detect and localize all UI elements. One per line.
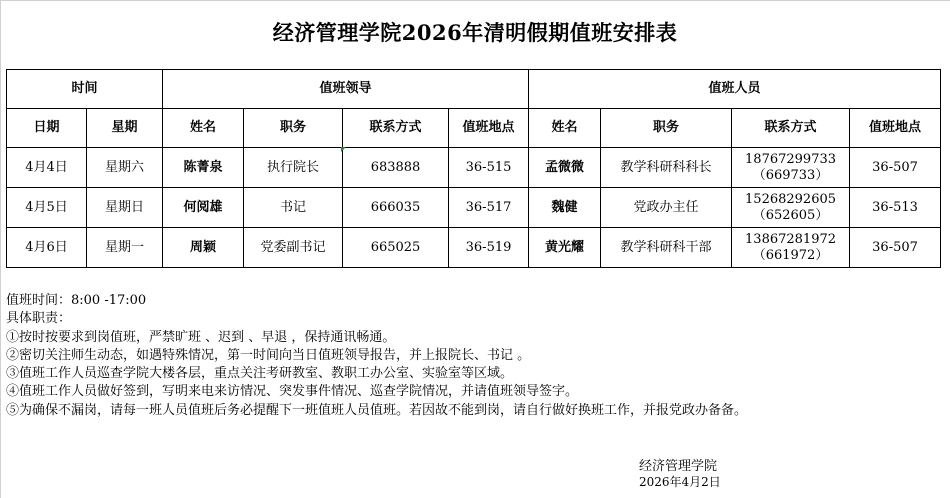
staff-phone-short: （661972）	[752, 247, 829, 263]
cell-leader-name: 周颖	[163, 228, 244, 268]
cell-staff-name: 黄光耀	[529, 228, 601, 268]
header-time: 时间	[7, 70, 163, 109]
col-leader-title: 职务	[244, 109, 343, 148]
page-left-rule	[0, 0, 1, 498]
cell-staff-title: 教学科研科科长	[601, 148, 732, 188]
staff-phone-short: （652605）	[752, 207, 829, 223]
staff-phone-short: （669733）	[752, 167, 829, 183]
cell-leader-title: 党委副书记	[244, 228, 343, 268]
signature-date: 2026年4月2日	[639, 475, 721, 489]
cell-leader-phone: 666035	[343, 188, 449, 228]
cell-staff-title: 党政办主任	[601, 188, 732, 228]
col-weekday: 星期	[87, 109, 163, 148]
col-leader-place: 值班地点	[449, 109, 529, 148]
table-row	[7, 188, 941, 228]
cell-leader-place: 36-515	[449, 148, 529, 188]
cell-staff-name: 孟微微	[529, 148, 601, 188]
col-date: 日期	[7, 109, 87, 148]
col-leader-phone: 联系方式	[343, 109, 449, 148]
cell-leader-name: 陈菁泉	[163, 148, 244, 188]
duty-item: ⑤为确保不漏岗，请每一班人员值班后务必提醒下一班值班人员值班。若因故不能到岗，请自行做好换班工作，并报党政办备备。	[6, 402, 748, 418]
cell-date: 4月5日	[7, 188, 87, 228]
cell-staff-place: 36-513	[850, 188, 941, 228]
duty-schedule-table	[6, 69, 941, 268]
cell-weekday: 星期日	[87, 188, 163, 228]
cell-leader-place: 36-517	[449, 188, 529, 228]
duty-item: ②密切关注师生动态，如遇特殊情况，第一时间向当日值班领导报告，并上报院长、书记 。	[6, 347, 531, 363]
column-header-row	[7, 109, 941, 148]
cell-leader-place: 36-519	[449, 228, 529, 268]
cell-leader-name: 何阅雄	[163, 188, 244, 228]
cell-leader-phone: 683888	[343, 148, 449, 188]
cell-date: 4月4日	[7, 148, 87, 188]
col-staff-name: 姓名	[529, 109, 601, 148]
cell-date: 4月6日	[7, 228, 87, 268]
cell-staff-phone	[732, 228, 850, 268]
cell-comment-marker	[341, 147, 346, 152]
staff-phone-long: 13867281972	[745, 231, 837, 247]
cell-leader-title: 执行院长	[244, 148, 343, 188]
cell-weekday: 星期六	[87, 148, 163, 188]
duties-heading: 具体职责：	[6, 311, 72, 327]
col-staff-place: 值班地点	[850, 109, 941, 148]
cell-staff-phone	[732, 188, 850, 228]
col-staff-phone: 联系方式	[732, 109, 850, 148]
cell-weekday: 星期一	[87, 228, 163, 268]
cell-staff-name: 魏健	[529, 188, 601, 228]
group-header-row	[7, 70, 941, 109]
duty-notes	[6, 292, 747, 420]
duty-item: ③值班工作人员巡查学院大楼各层，重点关注考研教室、教职工办公室、实验室等区域。	[6, 366, 514, 382]
duty-item: ①按时按要求到岗值班，严禁旷班 、迟到 、早退 ，保持通讯畅通。	[6, 329, 396, 345]
table-row	[7, 228, 941, 268]
duty-time: 值班时间：8:00 -17:00	[6, 293, 147, 308]
duty-item: ④值班工作人员做好签到，写明来电来访情况、突发事件情况、巡查学院情况，并请值班领导签字。	[6, 384, 579, 400]
header-leader: 值班领导	[163, 70, 529, 109]
page-title: 经济管理学院2026年清明假期值班安排表	[272, 20, 678, 45]
page-top-rule	[0, 0, 950, 1]
cell-leader-title: 书记	[244, 188, 343, 228]
staff-phone-long: 18767299733	[745, 151, 837, 167]
col-staff-title: 职务	[601, 109, 732, 148]
cell-leader-phone: 665025	[343, 228, 449, 268]
cell-staff-place: 36-507	[850, 148, 941, 188]
cell-staff-place: 36-507	[850, 228, 941, 268]
col-leader-name: 姓名	[163, 109, 244, 148]
signature-org: 经济管理学院	[639, 459, 718, 474]
cell-staff-phone	[732, 148, 850, 188]
cell-staff-title: 教学科研科干部	[601, 228, 732, 268]
header-staff: 值班人员	[529, 70, 941, 109]
staff-phone-long: 15268292605	[745, 191, 837, 207]
table-row	[7, 148, 941, 188]
